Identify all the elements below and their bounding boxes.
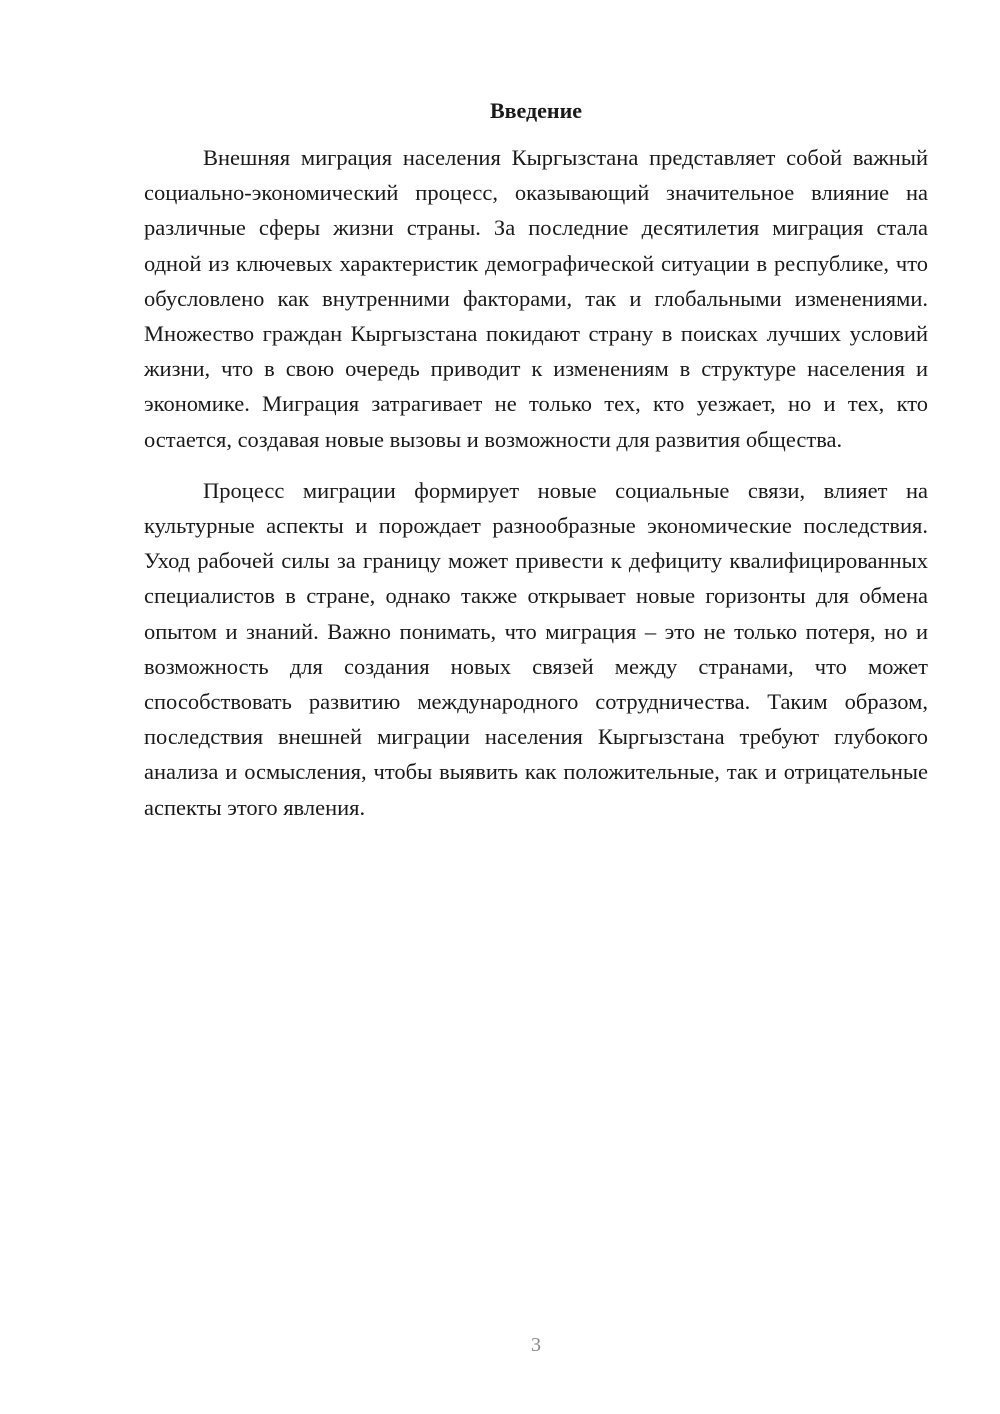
paragraph-2: Процесс миграции формирует новые социальные связи, влияет на культурные аспекты и порождает разнообразные экономические последствия. Уход рабочей силы за границу может привести к дефициту квалифицированных специалистов в стране, однако также открывает новые горизонты для обмена опытом и знаний. Важно понимать, что миграция – это не только потеря, но и возможность для создания новых связей между странами, что может способствовать развитию международного сотрудничества. Таким образом, последствия внешней миграции населения Кыргызстана требуют глубокого анализа и осмысления, чтобы выявить как положительные, так и отрицательные аспекты этого явления. xyxy=(144,477,928,820)
body-text xyxy=(144,140,928,841)
page-number: 3 xyxy=(531,1334,541,1356)
paragraph-1: Внешняя миграция населения Кыргызстана представляет собой важный социально-экономический процесс, оказывающий значительное влияние на различные сферы жизни страны. За последние десятилетия миграция стала одной из ключевых характеристик демографической ситуации в республике, что обусловлено как внутренними факторами, так и глобальными изменениями. Множество граждан Кыргызстана покидают страну в поисках лучших условий жизни, что в свою очередь приводит к изменениям в структуре населения и экономике. Миграция затрагивает не только тех, кто уезжает, но и тех, кто остается, создавая новые вызовы и возможности для развития общества. xyxy=(144,145,928,452)
section-title: Введение xyxy=(489,98,583,123)
